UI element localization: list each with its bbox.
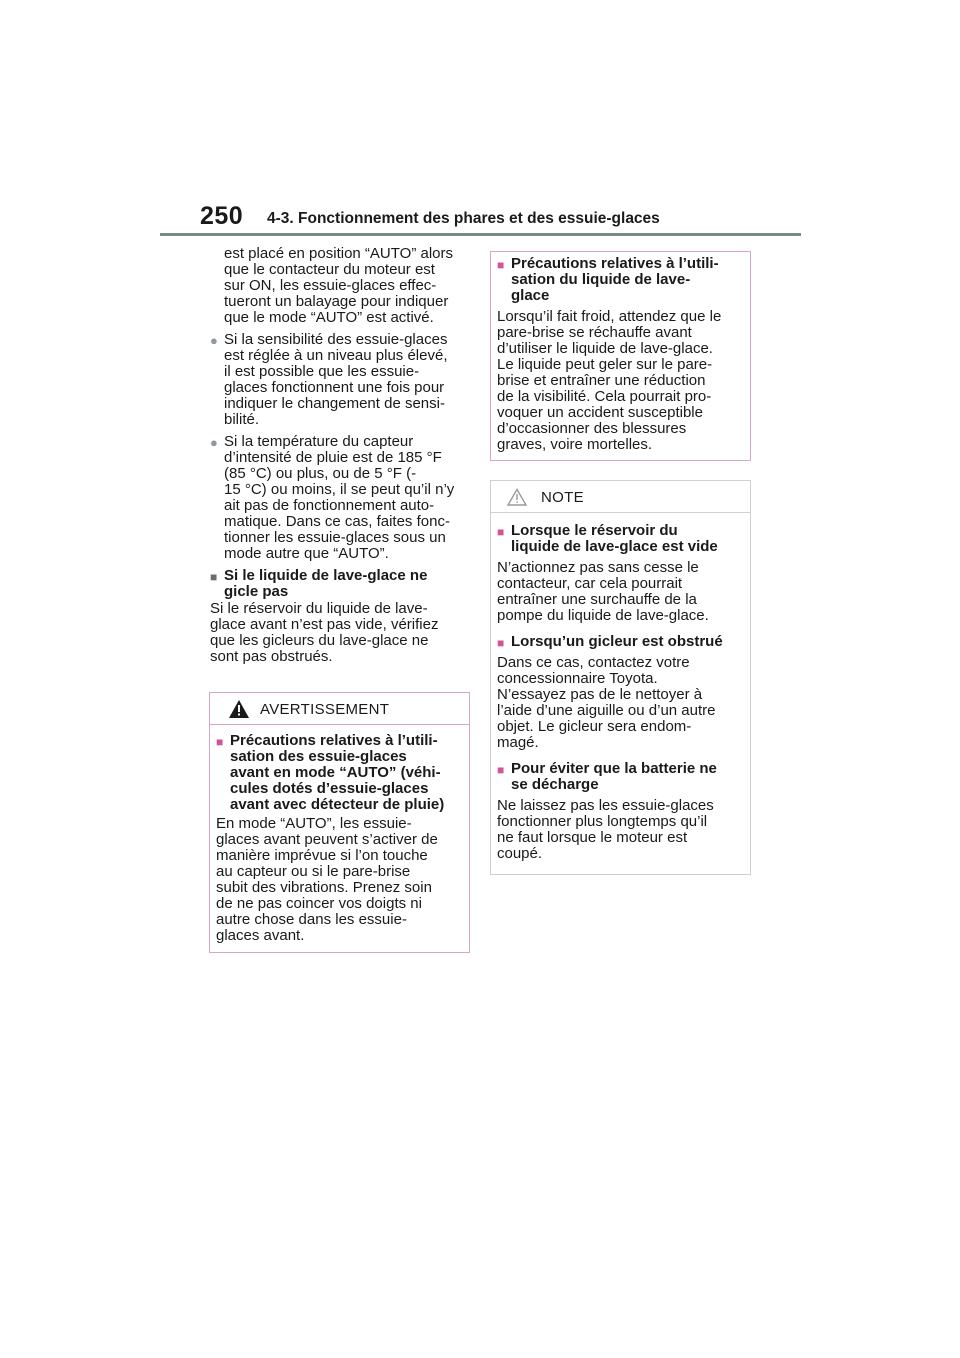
warning-heading xyxy=(497,256,744,304)
continued-paragraph xyxy=(210,246,468,326)
page-header xyxy=(200,202,800,236)
bullet-icon: ● xyxy=(210,435,218,450)
text-line: sation des essuie-glaces xyxy=(230,748,407,765)
text-line: que les gicleurs du lave-glace ne xyxy=(210,632,429,649)
warning-box-continued xyxy=(490,251,751,461)
text-line: mode autre que “AUTO”. xyxy=(224,545,389,562)
text-line: ait pas de fonctionnement auto- xyxy=(224,497,435,514)
chapter-title: 4-3. Fonctionnement des phares et des essuie-glaces xyxy=(267,210,660,227)
text-line: Lorsque le réservoir du xyxy=(511,522,678,539)
text-line: subit des vibrations. Prenez soin xyxy=(216,879,432,896)
text-line: est réglée à un niveau plus élevé, xyxy=(224,347,448,364)
text-line: Si le réservoir du liquide de lave- xyxy=(210,600,428,617)
text-line: magé. xyxy=(497,734,539,751)
text-line: sont pas obstrués. xyxy=(210,648,333,665)
text-line: de ne pas coincer vos doigts ni xyxy=(216,895,422,912)
text-line: est placé en position “AUTO” alors xyxy=(224,245,453,262)
text-line: glace avant n’est pas vide, vérifiez xyxy=(210,616,439,633)
text-line: pompe du liquide de lave-glace. xyxy=(497,607,709,624)
text-line: N’essayez pas de le nettoyer à xyxy=(497,686,703,703)
text-line: tueront un balayage pour indiquer xyxy=(224,293,449,310)
text-line: d’utiliser le liquide de lave-glace. xyxy=(497,340,713,357)
caution-triangle-icon xyxy=(507,488,527,506)
text-line: fonctionner plus longtemps qu’il xyxy=(497,813,708,830)
page-number: 250 xyxy=(200,202,244,230)
square-bullet-icon: ■ xyxy=(497,636,505,650)
text-line: brise et entraîner une réduction xyxy=(497,372,706,389)
text-line: liquide de lave-glace est vide xyxy=(511,538,718,555)
note-text xyxy=(497,655,744,751)
left-column xyxy=(210,246,468,665)
text-line: il est possible que les essuie- xyxy=(224,363,420,380)
text-line: bilité. xyxy=(224,411,260,428)
text-line: concessionnaire Toyota. xyxy=(497,670,658,687)
text-line: l’aide d’une aiguille ou d’un autre xyxy=(497,702,716,719)
note-body xyxy=(491,513,750,862)
text-line: Précautions relatives à l’utili- xyxy=(230,732,438,749)
note-box xyxy=(490,480,751,875)
text-line: Lorsqu’il fait froid, attendez que le xyxy=(497,308,722,325)
warning-text xyxy=(497,309,744,453)
text-line: sation du liquide de lave- xyxy=(511,271,691,288)
text-line: tionner les essuie-glaces sous un xyxy=(224,529,446,546)
text-line: (85 °C) ou plus, ou de 5 °F (- xyxy=(224,465,417,482)
text-line: autre chose dans les essuie- xyxy=(216,911,407,928)
square-bullet-icon: ■ xyxy=(210,570,218,584)
text-line: graves, voire mortelles. xyxy=(497,436,653,453)
text-line: Si la température du capteur xyxy=(224,433,414,450)
text-line: N’actionnez pas sans cesse le xyxy=(497,559,699,576)
text-line: se décharge xyxy=(511,776,599,793)
text-line: Si la sensibilité des essuie-glaces xyxy=(224,331,448,348)
text-line: de la visibilité. Cela pourrait pro- xyxy=(497,388,712,405)
text-line: cules dotés d’essuie-glaces xyxy=(230,780,429,797)
square-bullet-icon: ■ xyxy=(497,258,505,272)
text-line: objet. Le gicleur sera endom- xyxy=(497,718,692,735)
text-line: 15 °C) ou moins, il se peut qu’il n’y xyxy=(224,481,455,498)
text-line: indiquer le changement de sensi- xyxy=(224,395,445,412)
text-line: coupé. xyxy=(497,845,543,862)
bullet-temperature xyxy=(210,434,468,562)
text-line: voquer un accident susceptible xyxy=(497,404,703,421)
warning-triangle-icon xyxy=(228,699,250,719)
warning-box xyxy=(209,692,470,953)
text-line: glaces avant peuvent s’activer de xyxy=(216,831,438,848)
section-body xyxy=(210,601,468,665)
text-line: pare-brise se réchauffe avant xyxy=(497,324,692,341)
warning-label: AVERTISSEMENT xyxy=(260,701,390,718)
section-heading xyxy=(210,568,468,600)
warning-header xyxy=(210,693,469,725)
bullet-sensitivity xyxy=(210,332,468,428)
text-line: contacteur, car cela pourrait xyxy=(497,575,683,592)
text-line: d’intensité de pluie est de 185 °F xyxy=(224,449,442,466)
square-bullet-icon: ■ xyxy=(497,763,505,777)
warning-text xyxy=(216,816,463,944)
text-line: glaces fonctionnent une fois pour xyxy=(224,379,445,396)
square-bullet-icon: ■ xyxy=(216,735,224,749)
text-line: que le contacteur du moteur est xyxy=(224,261,435,278)
text-line: Précautions relatives à l’utili- xyxy=(511,255,719,272)
text-line: que le mode “AUTO” est activé. xyxy=(224,309,434,326)
text-line: Pour éviter que la batterie ne xyxy=(511,760,717,777)
text-line: En mode “AUTO”, les essuie- xyxy=(216,815,412,832)
text-line: Ne laissez pas les essuie-glaces xyxy=(497,797,714,814)
text-line: au capteur ou si le pare-brise xyxy=(216,863,411,880)
text-line: glaces avant. xyxy=(216,927,305,944)
note-header xyxy=(491,481,750,513)
warning-continued-body xyxy=(491,252,750,453)
text-line: Le liquide peut geler sur le pare- xyxy=(497,356,713,373)
text-line: avant en mode “AUTO” (véhi- xyxy=(230,764,441,781)
warning-body xyxy=(210,725,469,944)
text-line: manière imprévue si l’on touche xyxy=(216,847,428,864)
note-heading-battery xyxy=(497,761,744,793)
text-line: sur ON, les essuie-glaces effec- xyxy=(224,277,437,294)
text-line: entraîner une surchauffe de la xyxy=(497,591,697,608)
note-label: NOTE xyxy=(541,489,584,506)
header-rule xyxy=(160,233,801,236)
note-text xyxy=(497,798,744,862)
text-line: ne faut lorsque le moteur est xyxy=(497,829,688,846)
text-line: Lorsqu’un gicleur est obstrué xyxy=(511,633,723,650)
square-bullet-icon: ■ xyxy=(497,525,505,539)
text-line: avant avec détecteur de pluie) xyxy=(230,796,445,813)
text-line: glace xyxy=(511,287,550,304)
text-line: matique. Dans ce cas, faites fonc- xyxy=(224,513,450,530)
text-line: gicle pas xyxy=(224,583,289,600)
warning-heading xyxy=(216,733,463,813)
bullet-icon: ● xyxy=(210,333,218,348)
note-heading-empty-reservoir xyxy=(497,523,744,555)
text-line: Dans ce cas, contactez votre xyxy=(497,654,690,671)
text-line: d’occasionner des blessures xyxy=(497,420,687,437)
text-line: Si le liquide de lave-glace ne xyxy=(224,567,428,584)
note-heading-clogged-nozzle xyxy=(497,634,744,650)
note-text xyxy=(497,560,744,624)
